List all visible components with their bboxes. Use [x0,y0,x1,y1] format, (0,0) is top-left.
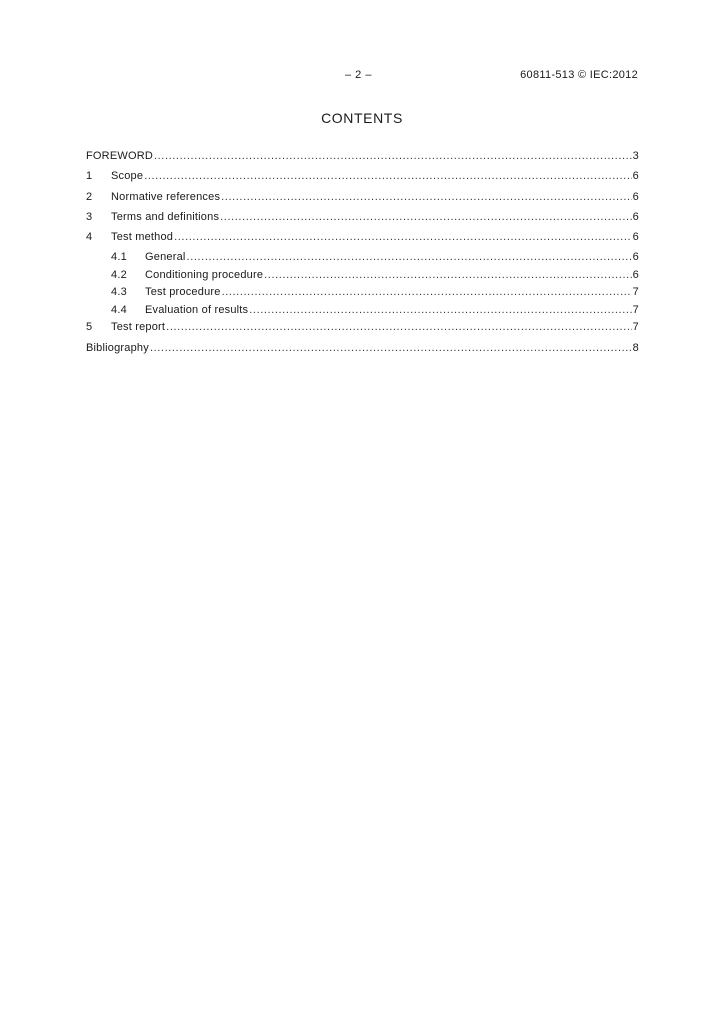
dot-leader [150,342,632,354]
table-of-contents [86,150,639,362]
toc-number: 4.1 [111,251,127,264]
toc-page: 6 [632,210,639,223]
toc-label: Scope [111,170,144,183]
toc-label: Test procedure [145,286,221,299]
page-number: – 2 – [345,69,372,81]
toc-number: 5 [86,321,93,334]
toc-page: 7 [632,286,639,299]
toc-entry-general [86,251,639,269]
toc-page: 6 [632,251,639,264]
toc-number: 4 [86,231,93,244]
toc-number: 4.3 [111,286,127,299]
toc-entry-test-report [86,321,639,341]
toc-entry-foreword [86,150,639,170]
toc-page: 6 [632,190,639,203]
dot-leader [249,304,631,316]
toc-label: Test method [111,231,174,244]
toc-label: FOREWORD [86,150,153,162]
toc-entry-evaluation-of-results [86,304,639,322]
toc-number: 3 [86,210,93,223]
toc-page: 6 [632,170,639,183]
dot-leader [220,211,632,223]
dot-leader [174,231,632,243]
dot-leader [144,170,631,182]
toc-entry-conditioning-procedure [86,269,639,287]
toc-number: 4.4 [111,303,127,316]
toc-page: 7 [632,321,639,334]
toc-page: 3 [632,150,639,162]
toc-label: Terms and definitions [111,210,220,223]
toc-number: 4.2 [111,268,127,281]
toc-entry-scope [86,170,639,190]
toc-label: Test report [111,321,166,334]
toc-entry-terms-and-definitions [86,211,639,231]
toc-page: 6 [632,268,639,281]
toc-label: Conditioning procedure [145,268,264,281]
page-title: CONTENTS [321,110,403,126]
toc-label: Evaluation of results [145,303,249,316]
toc-entry-bibliography [86,342,639,362]
toc-number: 2 [86,190,93,203]
toc-page: 7 [632,303,639,316]
toc-label: General [145,251,186,264]
toc-entry-test-method [86,231,639,251]
dot-leader [222,286,632,298]
toc-page: 6 [632,231,639,244]
toc-page: 8 [632,341,639,354]
toc-label: Bibliography [86,341,149,354]
dot-leader [154,150,632,162]
dot-leader [187,251,632,263]
dot-leader [166,321,632,333]
toc-label: Normative references [111,190,221,203]
dot-leader [221,191,632,203]
dot-leader [264,269,632,281]
document-reference: 60811-513 © IEC:2012 [520,69,638,81]
toc-number: 1 [86,170,93,183]
toc-entry-test-procedure [86,286,639,304]
toc-entry-normative-references [86,191,639,211]
